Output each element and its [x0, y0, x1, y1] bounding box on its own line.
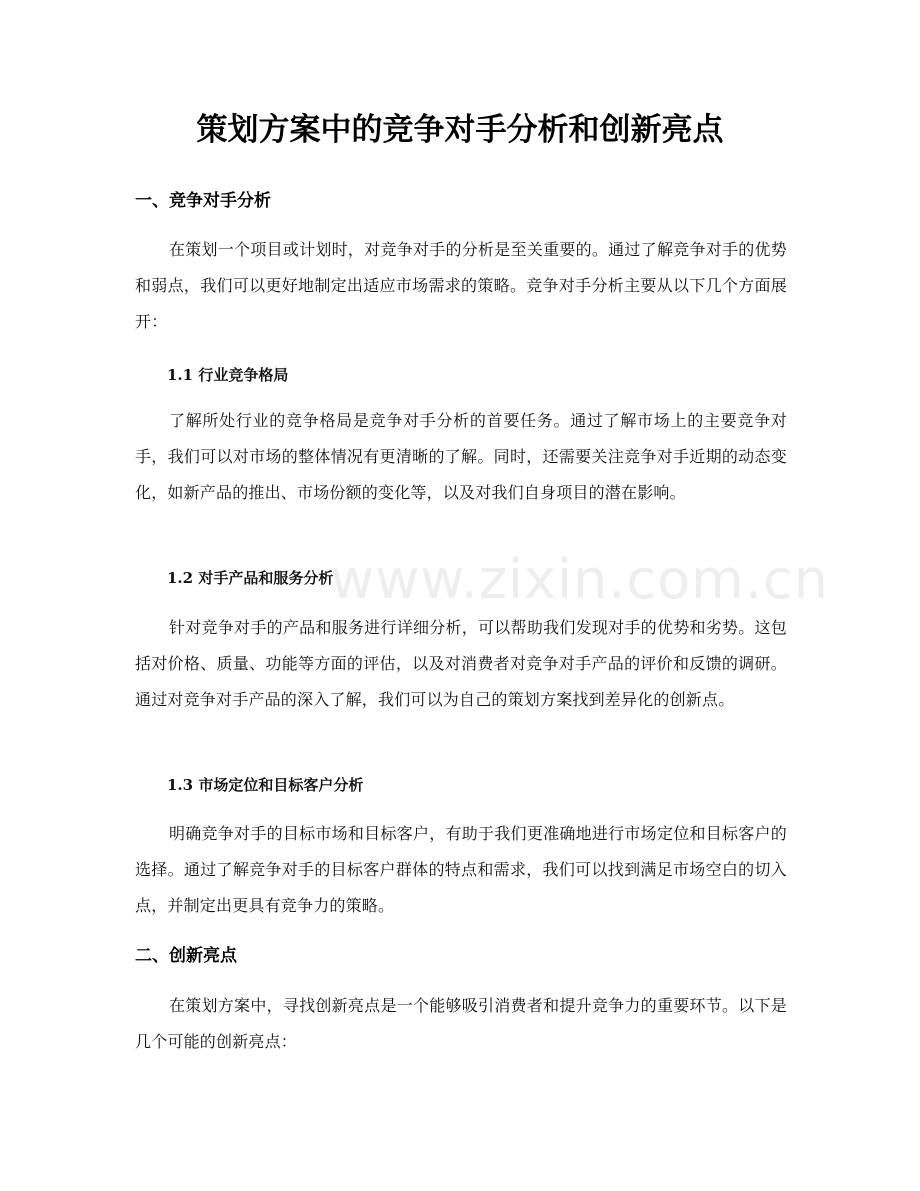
paragraph-product-service-analysis: 针对竞争对手的产品和服务进行详细分析，可以帮助我们发现对手的优势和劣势。这包括对价格、质量、功能等方面的评估，以及对消费者对竞争对手产品的评价和反馈的调研。通过对竞争对手产品的深入了解，我们可以为自己的策划方案找到差异化的创新点。 — [135, 618, 787, 709]
section-heading-innovation-highlights: 二、创新亮点 — [135, 946, 237, 966]
paragraph-competitor-intro: 在策划一个项目或计划时，对竞争对手的分析是至关重要的。通过了解竞争对手的优势和弱点，我们可以更好地制定出适应市场需求的策略。竞争对手分析主要从以下几个方面展开： — [135, 240, 787, 331]
document-title: 策划方案中的竞争对手分析和创新亮点 — [196, 112, 724, 148]
subheading-industry-landscape: 1.1 行业竞争格局 — [167, 366, 289, 384]
subheading-product-service-analysis: 1.2 对手产品和服务分析 — [167, 569, 334, 587]
watermark-text: www.zixin.com.cn — [330, 548, 829, 611]
paragraph-innovation-intro: 在策划方案中，寻找创新亮点是一个能够吸引消费者和提升竞争力的重要环节。以下是几个可能的创新亮点： — [135, 996, 787, 1051]
paragraph-market-positioning: 明确竞争对手的目标市场和目标客户，有助于我们更准确地进行市场定位和目标客户的选择。通过了解竞争对手的目标客户群体的特点和需求，我们可以找到满足市场空白的切入点，并制定出更具有竞争力的策略。 — [135, 824, 787, 915]
subheading-market-positioning: 1.3 市场定位和目标客户分析 — [167, 776, 364, 794]
section-heading-competitor-analysis: 一、竞争对手分析 — [135, 191, 271, 211]
paragraph-industry-landscape: 了解所处行业的竞争格局是竞争对手分析的首要任务。通过了解市场上的主要竞争对手，我们可以对市场的整体情况有更清晰的了解。同时，还需要关注竞争对手近期的动态变化，如新产品的推出、市场份额的变化等，以及对我们自身项目的潜在影响。 — [135, 411, 787, 502]
